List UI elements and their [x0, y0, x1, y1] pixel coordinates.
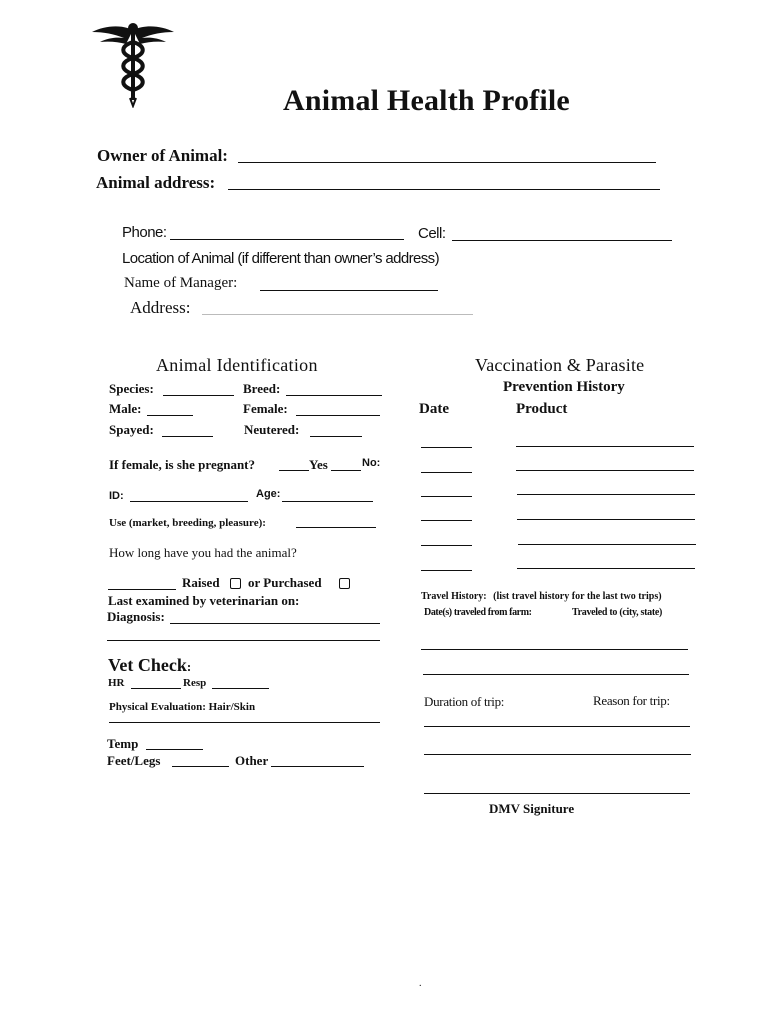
- signature-field[interactable]: [424, 793, 690, 794]
- travel-field-4[interactable]: [424, 754, 691, 755]
- identification-heading: Animal Identification: [156, 355, 318, 375]
- raised-checkbox[interactable]: [230, 578, 241, 589]
- spayed-field[interactable]: [162, 436, 213, 437]
- physical-field[interactable]: [109, 722, 380, 723]
- spayed-label: Spayed:: [109, 422, 154, 437]
- vaccination-product-field-2[interactable]: [516, 470, 694, 471]
- manager-field[interactable]: [260, 290, 438, 291]
- diagnosis-field-2[interactable]: [107, 640, 380, 641]
- manager-label: Name of Manager:: [124, 275, 238, 291]
- hr-label: HR: [108, 677, 125, 689]
- phone-label: Phone:: [122, 224, 167, 241]
- yes-field[interactable]: [331, 470, 361, 471]
- temp-label: Temp: [107, 736, 139, 751]
- breed-field[interactable]: [286, 395, 382, 396]
- age-label: Age:: [256, 488, 281, 500]
- physical-label: Physical Evaluation: Hair/Skin: [109, 701, 256, 713]
- location-label: Location of Animal (if different than owner’s address): [122, 250, 439, 267]
- owner-label: Owner of Animal:: [97, 146, 228, 165]
- female-label: Female:: [243, 401, 288, 416]
- neutered-label: Neutered:: [244, 422, 300, 437]
- feet-field[interactable]: [172, 766, 229, 767]
- animal-address-label: Animal address:: [96, 173, 216, 192]
- vet-check-heading-text: Vet Check: [108, 655, 187, 675]
- diagnosis-field[interactable]: [170, 623, 380, 624]
- last-examined-label: Last examined by veterinarian on:: [108, 593, 300, 608]
- other-field[interactable]: [271, 766, 364, 767]
- feet-label: Feet/Legs: [107, 753, 161, 768]
- no-label: No:: [362, 457, 381, 469]
- vaccination-product-field-6[interactable]: [517, 568, 695, 569]
- travel-history-label: [421, 591, 662, 602]
- cell-field[interactable]: [452, 240, 672, 241]
- species-label: Species:: [109, 381, 154, 396]
- animal-address-field[interactable]: [228, 189, 660, 190]
- traveled-to-label: Traveled to (city, state): [572, 607, 663, 618]
- use-field[interactable]: [296, 527, 376, 528]
- owner-field[interactable]: [238, 162, 656, 163]
- age-field[interactable]: [282, 501, 373, 502]
- species-field[interactable]: [163, 395, 234, 396]
- vaccination-date-field-6[interactable]: [421, 570, 472, 571]
- duration-label: Duration of trip:: [424, 694, 505, 709]
- vaccination-date-field-3[interactable]: [421, 496, 472, 497]
- id-label: ID:: [109, 490, 124, 502]
- travel-history-title: Travel History:: [421, 591, 487, 602]
- product-column-header: Product: [516, 401, 568, 417]
- vaccination-date-field-2[interactable]: [421, 472, 472, 473]
- hr-field[interactable]: [131, 688, 181, 689]
- vaccination-product-field-4[interactable]: [517, 519, 695, 520]
- vet-check-heading-colon: :: [186, 659, 192, 674]
- vaccination-heading: Vaccination & Parasite: [475, 355, 645, 375]
- vaccination-product-field-3[interactable]: [517, 494, 695, 495]
- vaccination-product-field-1[interactable]: [516, 446, 694, 447]
- temp-field[interactable]: [146, 749, 203, 750]
- travel-field-2[interactable]: [423, 674, 689, 675]
- manager-address-label: Address:: [130, 298, 191, 317]
- how-long-field[interactable]: [108, 589, 176, 590]
- reason-label: Reason for trip:: [593, 693, 670, 708]
- resp-field[interactable]: [212, 688, 269, 689]
- vaccination-heading-2: Prevention History: [503, 379, 625, 395]
- travel-field-3[interactable]: [424, 726, 690, 727]
- vaccination-date-field-4[interactable]: [421, 520, 472, 521]
- travel-history-note: (list travel history for the last two trips): [493, 591, 662, 602]
- or-purchased-label: or Purchased: [248, 575, 322, 590]
- id-field[interactable]: [130, 501, 248, 502]
- page-title: Animal Health Profile: [283, 84, 570, 117]
- phone-field[interactable]: [170, 239, 404, 240]
- breed-label: Breed:: [243, 381, 281, 396]
- date-column-header: Date: [419, 401, 449, 417]
- cell-label: Cell:: [418, 225, 446, 242]
- vaccination-date-field-1[interactable]: [421, 447, 472, 448]
- diagnosis-label: Diagnosis:: [107, 609, 165, 624]
- travel-field-1[interactable]: [421, 649, 688, 650]
- male-field[interactable]: [147, 415, 193, 416]
- resp-label: Resp: [183, 677, 207, 689]
- raised-label: Raised: [182, 575, 220, 590]
- yes-label: Yes: [309, 457, 328, 472]
- signature-label: DMV Signiture: [489, 801, 575, 816]
- other-label: Other: [235, 753, 269, 768]
- female-field[interactable]: [296, 415, 380, 416]
- how-long-label: How long have you had the animal?: [109, 545, 297, 560]
- pregnant-field[interactable]: [279, 470, 309, 471]
- dates-traveled-label: Date(s) traveled from farm:: [424, 607, 532, 618]
- caduceus-icon: [90, 20, 176, 108]
- vet-check-heading: [108, 655, 191, 676]
- pregnant-label: If female, is she pregnant?: [109, 457, 256, 472]
- male-label: Male:: [109, 401, 142, 416]
- manager-address-field[interactable]: [202, 314, 473, 315]
- neutered-field[interactable]: [310, 436, 362, 437]
- vaccination-product-field-5[interactable]: [518, 544, 696, 545]
- use-label: Use (market, breeding, pleasure):: [109, 517, 266, 529]
- vaccination-date-field-5[interactable]: [421, 545, 472, 546]
- footer-mark: .: [419, 978, 422, 989]
- purchased-checkbox[interactable]: [339, 578, 350, 589]
